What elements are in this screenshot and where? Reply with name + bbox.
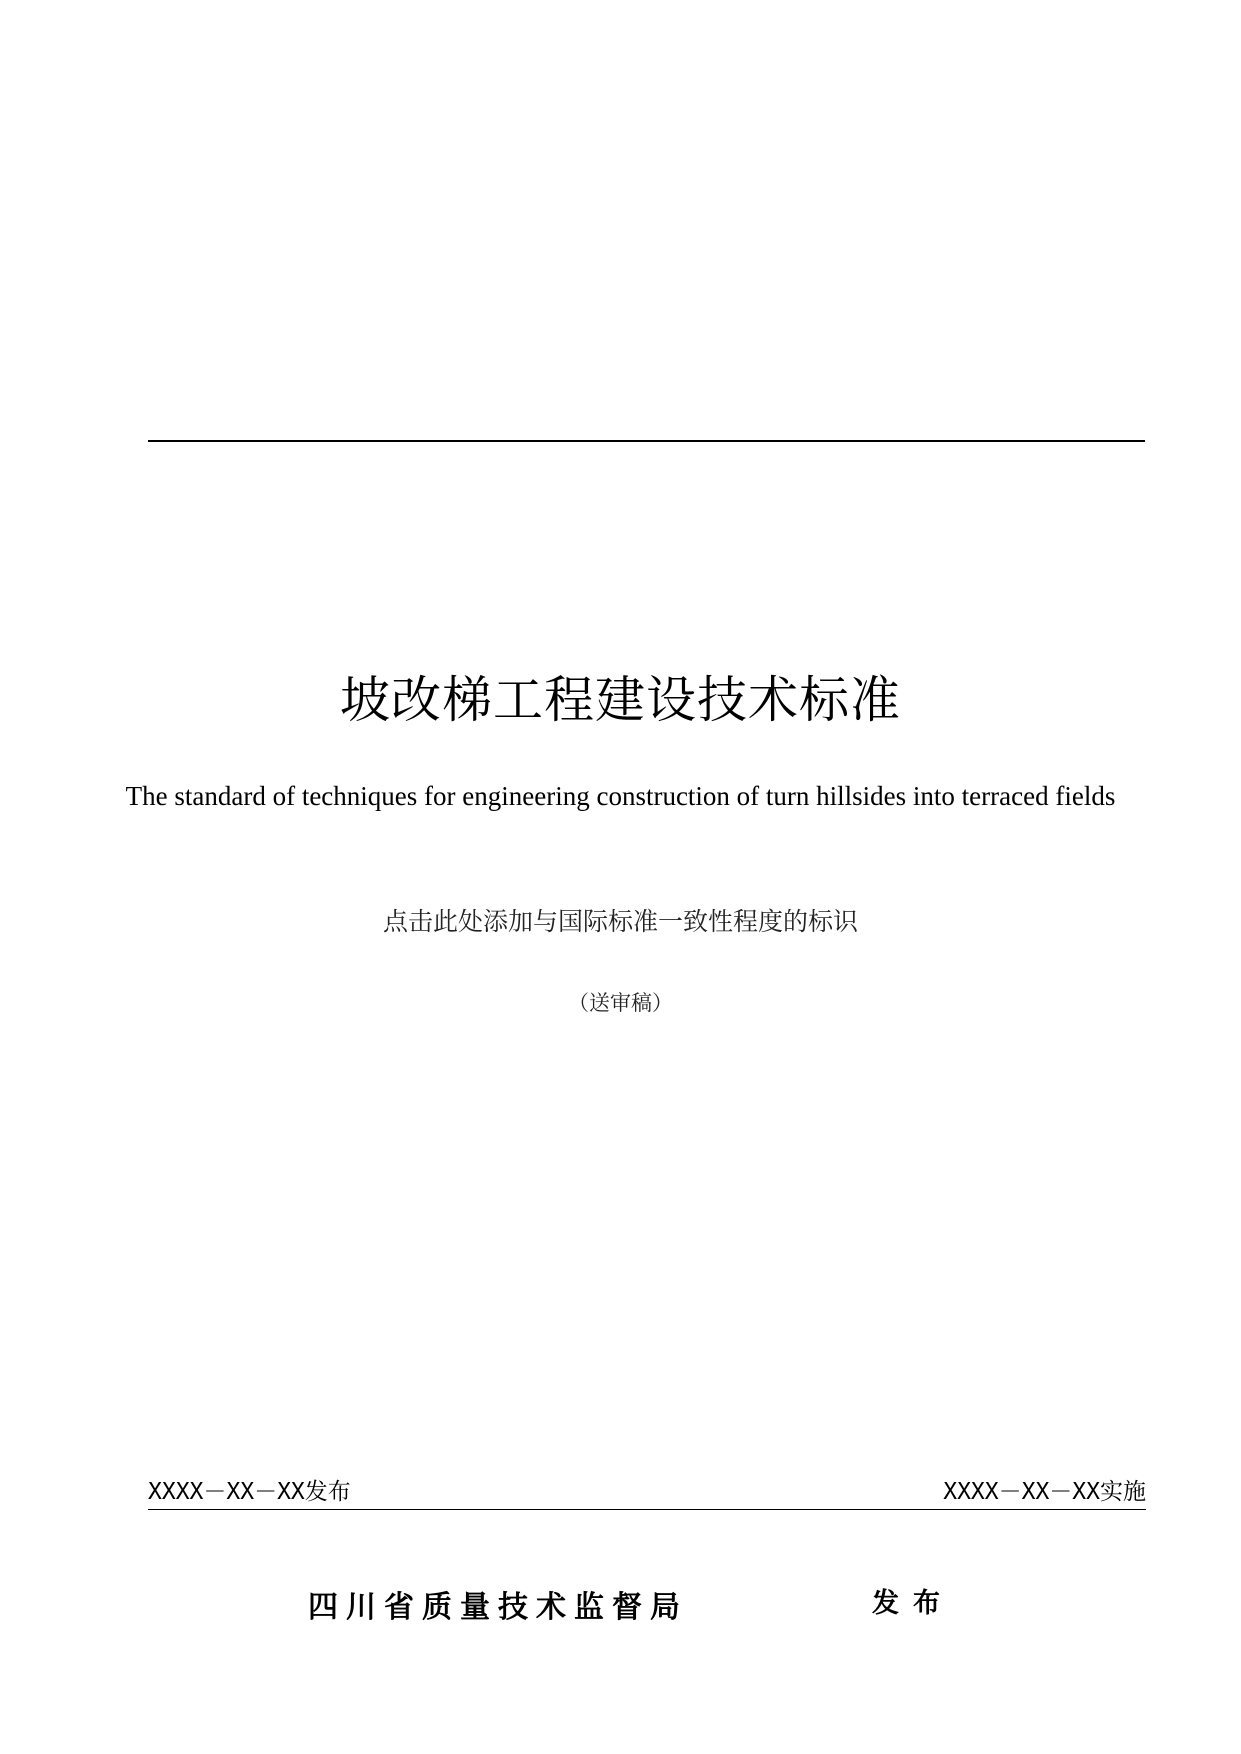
publish-label: 发布 [304, 1479, 351, 1505]
issuing-authority: 四川省质量技术监督局 [308, 1590, 688, 1625]
publish-date: XXXX－XX－XX [148, 1479, 305, 1505]
implement-date-group [943, 1475, 1146, 1509]
document-title-en: The standard of techniques for engineering construction of turn hillsides into terraced fields [125, 781, 1116, 811]
document-title-cn: 坡改梯工程建设技术标准 [340, 671, 901, 729]
conformity-placeholder[interactable]: 点击此处添加与国际标准一致性程度的标识 [382, 907, 858, 936]
implement-label: 实施 [1100, 1479, 1146, 1505]
draft-stage-label: （送审稿） [568, 991, 673, 1015]
top-divider [148, 440, 1145, 442]
implement-date: XXXX－XX－XX [943, 1479, 1100, 1505]
date-row [148, 1475, 1146, 1510]
publish-date-group [148, 1475, 351, 1509]
issuing-action-label: 发布 [872, 1588, 954, 1619]
